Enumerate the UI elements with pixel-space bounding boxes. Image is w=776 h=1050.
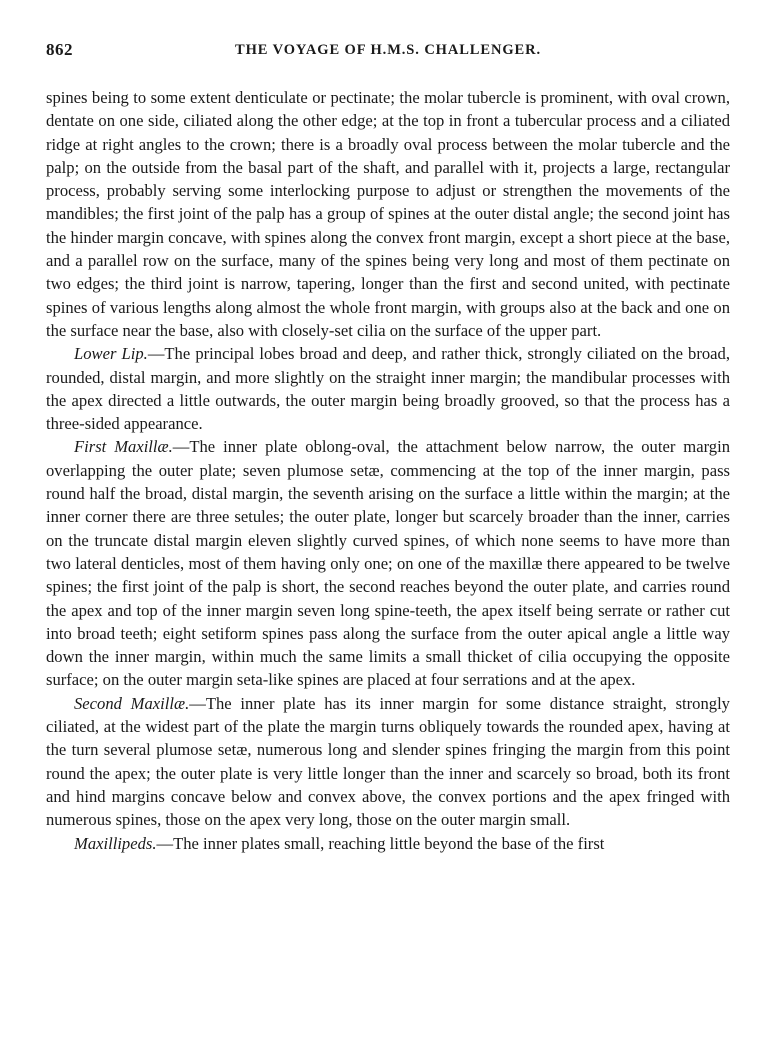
body-text xyxy=(46,86,730,855)
section-heading-second-maxillae: Second Maxillæ. xyxy=(74,693,190,713)
paragraph-text: —The inner plate oblong-oval, the attachment below narrow, the outer margin overlapping the outer plate; seven plumose setæ, commencing at the top of the inner margin, pass round half the broad, distal margin, the seventh arising on the surface a little within the margin; at the inner corner there are three setules; the outer plate, longer but scarcely broader than the inner, carries on the truncate distal margin eleven slightly curved spines, of which none seems to have more than two lateral denticles, most of them having only one; on one of the maxillæ there appeared to be twelve spines; the first joint of the palp is short, the second reaches beyond the outer plate, and carries round the apex and top of the inner margin seven long spine-teeth, the apex itself being serrate or rather cut into broad teeth; eight setiform spines pass along the surface from the outer apical angle a little way down the inner margin, within much the same limits a small thicket of cilia occupying the opposite surface; on the outer margin seta-like spines are placed at four serrations and at the apex. xyxy=(46,437,730,690)
paragraph-first-maxillae xyxy=(46,435,730,691)
paragraph-text: —The inner plates small, reaching little beyond the base of the first xyxy=(156,833,605,853)
paragraph-lower-lip xyxy=(46,342,730,435)
paragraph-maxillipeds xyxy=(46,832,730,855)
paragraph-text: spines being to some extent denticulate or pectinate; the molar tubercle is prominent, with oval crown, dentate on one side, ciliated along the other edge; at the top in front a tubercular process and a ciliated ridge at right angles to the crown; there is a broadly oval process between the molar tubercle and the palp; on the outside from the basal part of the shaft, and parallel with it, projects a large, rectangular process, probably serving some interlocking purpose to adjust or strengthen the movements of the mandibles; the first joint of the palp has a group of spines at the outer distal angle; the second joint has the hinder margin concave, with spines along the convex front margin, except a short piece at the base, and a parallel row on the surface, many of the spines being very long and most of them pectinate on two edges; the third joint is narrow, tapering, longer than the first and second united, with pectinate spines of various lengths along almost the whole front margin, with groups also at the back and one on the surface near the base, also with closely-set cilia on the surface of the upper part. xyxy=(46,88,730,340)
page-header xyxy=(46,40,730,70)
section-heading-lower-lip: Lower Lip. xyxy=(74,344,148,364)
paragraph-text: —The inner plate has its inner margin for some distance straight, strongly ciliated, at the widest part of the plate the margin turns obliquely towards the rounded apex, having at the turn several plumose setæ, numerous long and slender spines fringing the margin from this point round the apex; the outer plate is very little longer than the inner and scarcely so broad, both its front and hind margins concave below and convex above, the convex portions and the apex fringed with numerous spines, those on the apex very long, those on the outer margin small. xyxy=(46,693,730,830)
paragraph-text: —The principal lobes broad and deep, and rather thick, strongly ciliated on the broad, rounded, distal margin, and more slightly on the straight inner margin; the mandibular processes with the apex directed a little outwards, the outer margin being broadly grooved, so that the process has a three-sided appearance. xyxy=(46,344,730,434)
running-title: THE VOYAGE OF H.M.S. CHALLENGER. xyxy=(235,42,541,58)
paragraph-second-maxillae xyxy=(46,692,730,832)
section-heading-first-maxillae: First Maxillæ. xyxy=(74,437,173,457)
section-heading-maxillipeds: Maxillipeds. xyxy=(74,833,157,853)
page-number: 862 xyxy=(46,40,73,59)
paragraph-mandible-continued xyxy=(46,86,730,342)
